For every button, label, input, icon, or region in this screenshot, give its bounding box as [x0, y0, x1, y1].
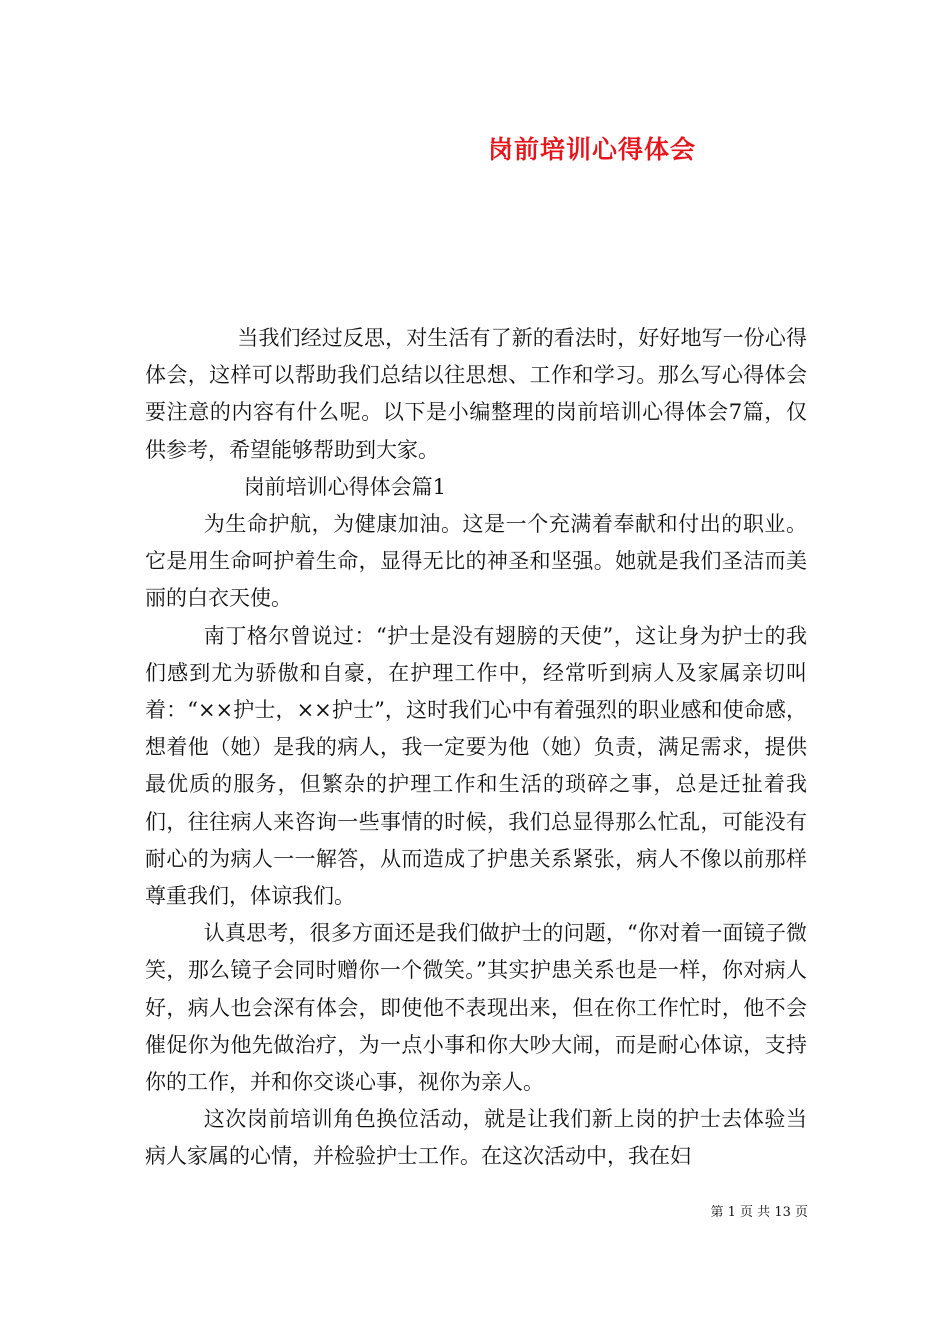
body-paragraph: 认真思考，很多方面还是我们做护士的问题，“你对着一面镜子微笑，那么镜子会同时赠你一个微笑。”其实护患关系也是一样，你对病人好，病人也会深有体会，即使他不表现出来，但在你工作忙时，他不会催促你为他先做治疗，为一点小事和你大吵大闹，而是耐心体谅，支持你的工作，并和你交谈心事，视你为亲人。: [145, 921, 807, 1095]
document-body: [145, 320, 807, 1176]
intro-paragraph: 当我们经过反思，对生活有了新的看法时，好好地写一份心得体会，这样可以帮助我们总结以往思想、工作和学习。那么写心得体会要注意的内容有什么呢。以下是小编整理的岗前培训心得体会7篇，仅供参考，希望能够帮助到大家。: [145, 326, 807, 462]
page-number-footer: 第 1 页 共 13 页: [710, 1205, 808, 1220]
section-heading: 岗前培训心得体会篇1: [243, 474, 447, 499]
document-title: 岗前培训心得体会: [488, 135, 697, 164]
body-paragraph: 为生命护航，为健康加油。这是一个充满着奉献和付出的职业。它是用生命呵护着生命，显得无比的神圣和坚强。她就是我们圣洁而美丽的白衣天使。: [145, 512, 807, 611]
body-paragraph: 这次岗前培训角色换位活动，就是让我们新上岗的护士去体验当病人家属的心情，并检验护士工作。在这次活动中，我在妇: [145, 1107, 807, 1169]
body-paragraph: 南丁格尔曾说过：“护士是没有翅膀的天使”，这让身为护士的我们感到尤为骄傲和自豪，在护理工作中，经常听到病人及家属亲切叫着：“××护士，××护士”，这时我们心中有着强烈的职业感和使命感，想着他（她）是我的病人，我一定要为他（她）负责，满足需求，提供最优质的服务，但繁杂的护理工作和生活的琐碎之事，总是迁扯着我们，往往病人来咨询一些事情的时候，我们总显得那么忙乱，可能没有耐心的为病人一一解答，从而造成了护患关系紧张，病人不像以前那样尊重我们，体谅我们。: [145, 623, 807, 909]
